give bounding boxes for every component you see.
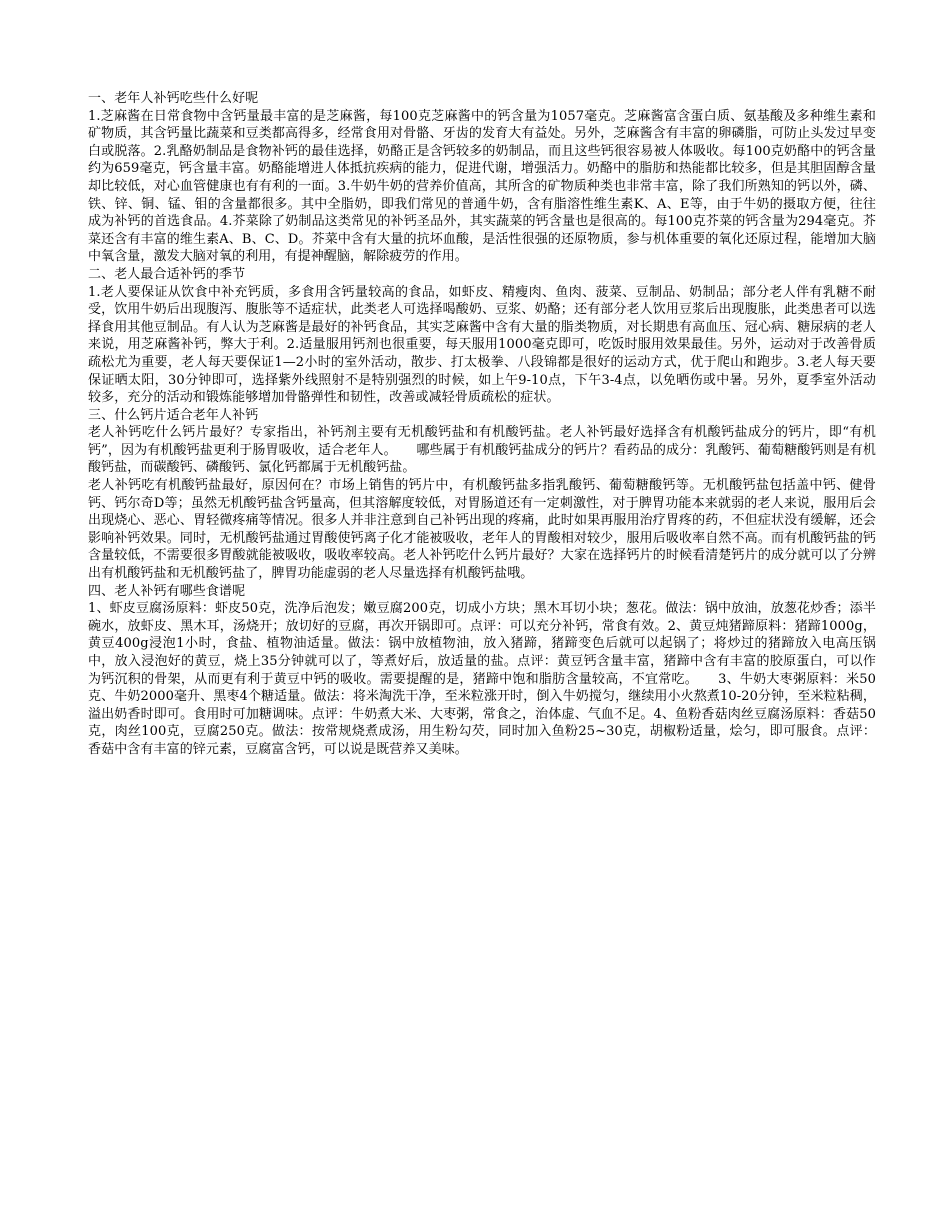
section-paragraph: 1.老人要保证从饮食中补充钙质，多食用含钙量较高的食品，如虾皮、精瘦肉、鱼肉、菠菜、豆制品、奶制品；部分老人伴有乳糖不耐受，饮用牛奶后出现腹泻、腹胀等不适症状，此类老人可选择喝酸奶、豆浆、奶酪；还有部分老人饮用豆浆后出现腹胀，此类患者可以选择食用其他豆制品。有人认为芝麻酱是最好的补钙食品，其实芝麻酱中含有大量的脂类物质，对长期患有高血压、冠心病、糖尿病的老人来说，用芝麻酱补钙，弊大于利。2.适量服用钙剂也很重要，每天服用1000毫克即可，吃饭时服用效果最佳。另外，运动对于改善骨质疏松尤为重要，老人每天要保证1—2小时的室外活动，散步、打太极拳、八段锦都是很好的运动方式，优于爬山和跑步。3.老人每天要保证晒太阳，30分钟即可，选择紫外线照射不是特别强烈的时候，如上午9-10点，下午3-4点，以免晒伤或中暑。另外，夏季室外活动较多，充分的活动和锻炼能够增加骨骼弹性和韧性，改善或减轻骨质疏松的症状。 bbox=[88, 284, 876, 406]
section-3 bbox=[88, 407, 876, 583]
section-heading: 二、老人最合适补钙的季节 bbox=[88, 266, 246, 282]
section-4 bbox=[88, 583, 876, 759]
document-body bbox=[88, 90, 876, 759]
section-paragraph: 老人补钙吃什么钙片最好？专家指出，补钙剂主要有无机酸钙盐和有机酸钙盐。老人补钙最好选择含有机酸钙盐成分的钙片，即“有机钙”，因为有机酸钙盐更利于肠胃吸收，适合老年人。 哪些属于有机酸钙盐成分的钙片？看药品的成分：乳酸钙、葡萄糖酸钙则是有机酸钙盐，而碳酸钙、磷酸钙、氯化钙都属于无机酸钙盐。 bbox=[88, 425, 876, 476]
section-paragraph: 老人补钙吃有机酸钙盐最好，原因何在？市场上销售的钙片中，有机酸钙盐多指乳酸钙、葡萄糖酸钙等。无机酸钙盐包括盖中钙、健骨钙、钙尔奇D等；虽然无机酸钙盐含钙量高，但其溶解度较低，对胃肠道还有一定刺激性，对于脾胃功能本来就弱的老人来说，服用后会出现烧心、恶心、胃轻微疼痛等情况。很多人并非注意到自己补钙出现的疼痛，此时如果再服用治疗胃疼的药，不但症状没有缓解，还会影响补钙效果。同时，无机酸钙盐通过胃酸使钙离子化才能被吸收，老年人的胃酸相对较少，服用后吸收率自然不高。而有机酸钙盐的钙含量较低，不需要很多胃酸就能被吸收，吸收率较高。老人补钙吃什么钙片最好？大家在选择钙片的时候看清楚钙片的成分就可以了分辨出有机酸钙盐和无机酸钙盐了，脾胃功能虚弱的老人尽量选择有机酸钙盐哦。 bbox=[88, 478, 876, 582]
section-heading: 四、老人补钙有哪些食谱呢 bbox=[88, 583, 246, 599]
section-1 bbox=[88, 90, 876, 266]
section-2 bbox=[88, 266, 876, 407]
section-paragraph: 1、虾皮豆腐汤原料：虾皮50克，洗净后泡发；嫩豆腐200克，切成小方块；黑木耳切小块；葱花。做法：锅中放油，放葱花炒香；添半碗水，放虾皮、黑木耳，汤烧开；放切好的豆腐，再次开锅即可。点评：可以充分补钙，常食有效。2、黄豆炖猪蹄原料：猪蹄1000g，黄豆400g浸泡1小时，食盐、植物油适量。做法：锅中放植物油，放入猪蹄，猪蹄变色后就可以起锅了；将炒过的猪蹄放入电高压锅中，放入浸泡好的黄豆，烧上35分钟就可以了，等煮好后，放适量的盐。点评：黄豆钙含量丰富，猪蹄中含有丰富的胶原蛋白，可以作为钙沉积的骨架，从而更有利于黄豆中钙的吸收。需要提醒的是，猪蹄中饱和脂肪含量较高，不宜常吃。 3、牛奶大枣粥原料：米50克、牛奶2000毫升、黑枣4个糖适量。做法：将米淘洗干净，至米粒涨开时，倒入牛奶搅匀，继续用小火熬煮10-20分钟，至米粒粘稠，溢出奶香时即可。食用时可加糖调味。点评：牛奶煮大米、大枣粥，常食之，治体虚、气血不足。4、鱼粉香菇肉丝豆腐汤原料：香菇50克，肉丝100克，豆腐250克。做法：按常规烧煮成汤，用生粉勾芡，同时加入鱼粉25~30克，胡椒粉适量，烩匀，即可服食。点评：香菇中含有丰富的锌元素，豆腐富含钙，可以说是既营养又美味。 bbox=[88, 601, 876, 757]
section-heading: 三、什么钙片适合老年人补钙 bbox=[88, 407, 259, 423]
section-paragraph: 1.芝麻酱在日常食物中含钙量最丰富的是芝麻酱，每100克芝麻酱中的钙含量为1057毫克。芝麻酱富含蛋白质、氨基酸及多种维生素和矿物质，其含钙量比蔬菜和豆类都高得多，经常食用对骨骼、牙齿的发育大有益处。另外，芝麻酱含有丰富的卵磷脂，可防止头发过早变白或脱落。2.乳酪奶制品是食物补钙的最佳选择，奶酪正是含钙较多的奶制品，而且这些钙很容易被人体吸收。每100克奶酪中的钙含量约为659毫克，钙含量丰富。奶酪能增进人体抵抗疾病的能力，促进代谢，增强活力。奶酪中的脂肪和热能都比较多，但是其胆固醇含量却比较低，对心血管健康也有有利的一面。3.牛奶牛奶的营养价值高，其所含的矿物质种类也非常丰富，除了我们所熟知的钙以外，磷、铁、锌、铜、锰、钼的含量都很多。其中全脂奶，即我们常见的普通牛奶，含有脂溶性维生素K、A、E等，由于牛奶的摄取方便，往往成为补钙的首选食品。4.芥菜除了奶制品这类常见的补钙圣品外，其实蔬菜的钙含量也是很高的。每100克芥菜的钙含量为294毫克。芥菜还含有丰富的维生素A、B、C、D。芥菜中含有大量的抗坏血酸，是活性很强的还原物质，参与机体重要的氧化还原过程，能增加大脑中氧含量，激发大脑对氧的利用，有提神醒脑，解除疲劳的作用。 bbox=[88, 108, 876, 265]
section-heading: 一、老年人补钙吃些什么好呢 bbox=[88, 91, 259, 106]
